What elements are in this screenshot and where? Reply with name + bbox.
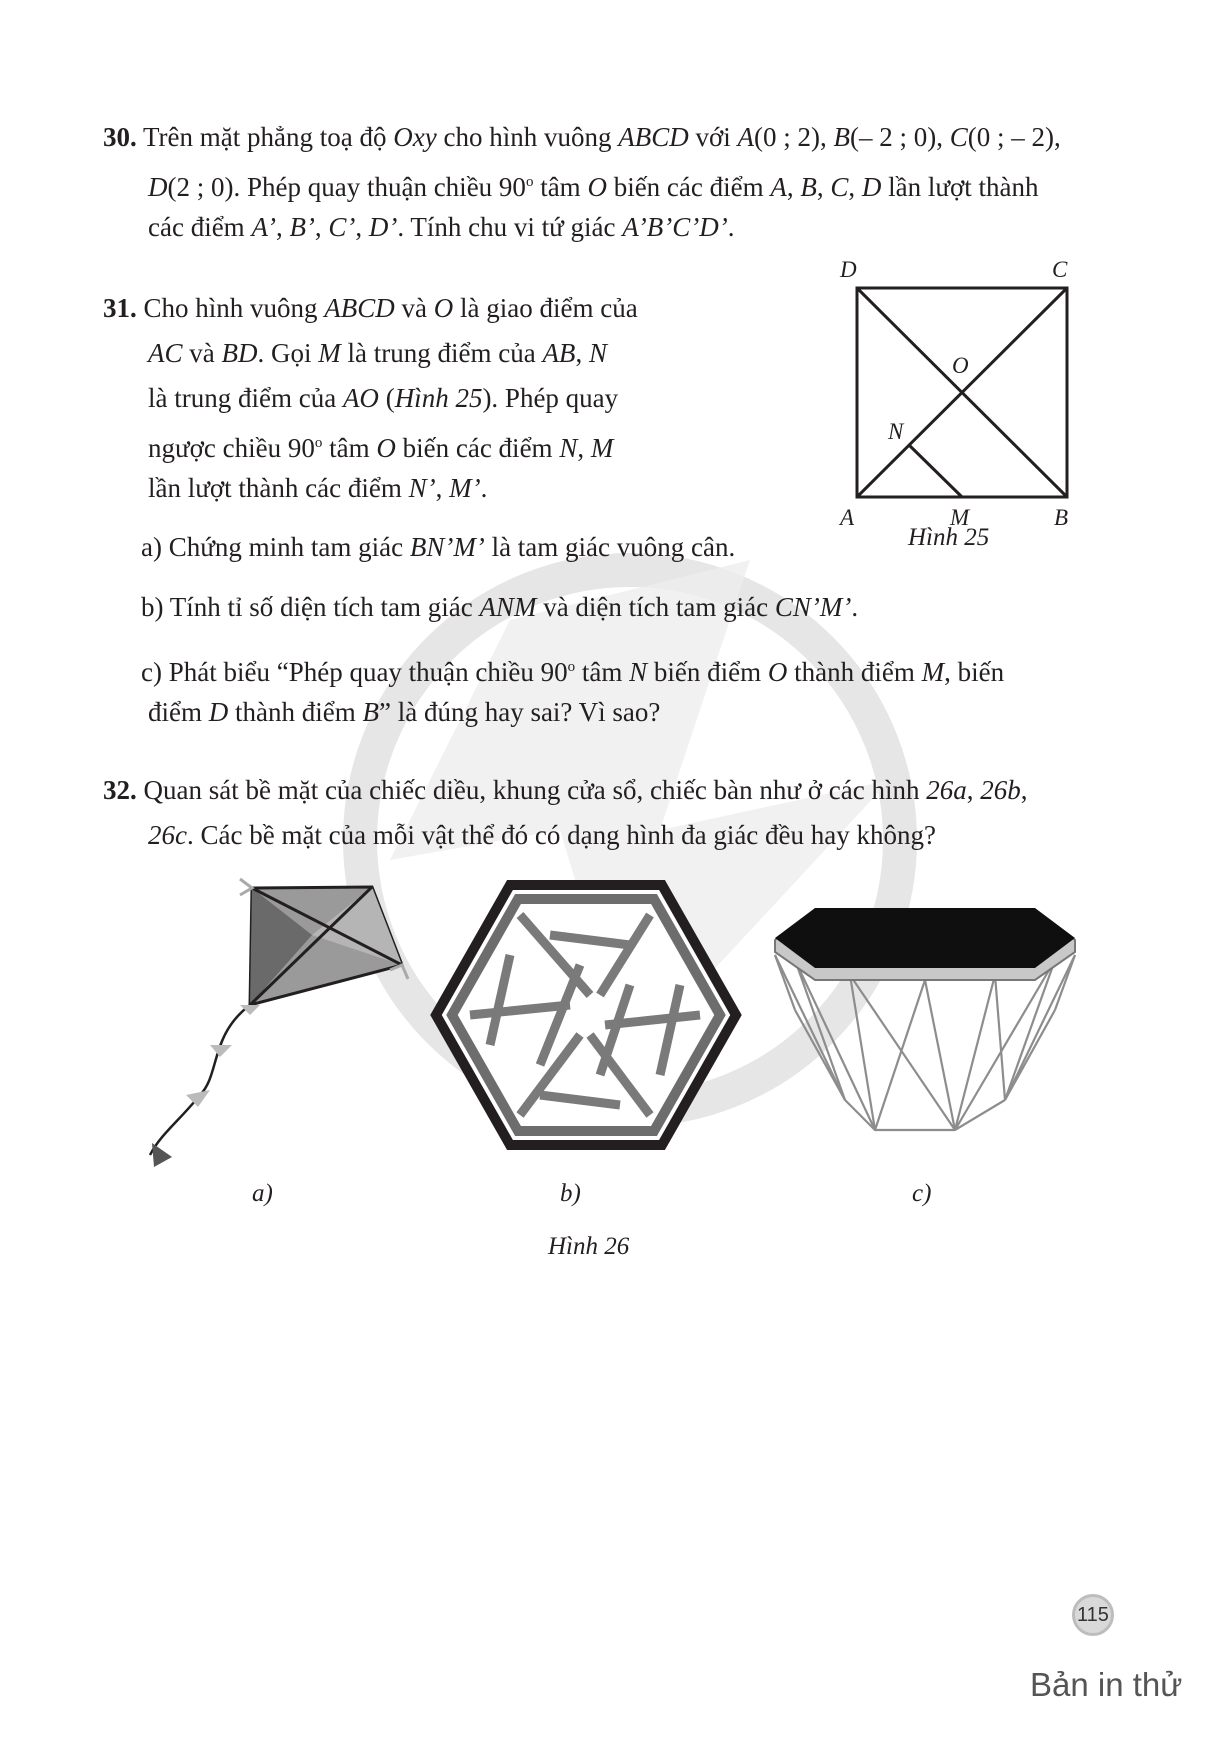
problem-31-line-5: lần lượt thành các điểm N’, M’. [148,473,488,503]
label-b: B [1054,505,1069,530]
problem-30-line-3: các điểm A’, B’, C’, D’. Tính chu vi tứ giác A’B’C’D’. [148,212,735,242]
watermark-print-proof: Bản in thử [1030,1666,1183,1703]
label-d: D [840,257,857,282]
figure-25-caption: Hình 25 [908,524,990,551]
problem-32-line-2: 26c. Các bề mặt của mỗi vật thể đó có dạng hình đa giác đều hay không? [148,820,936,850]
figure-26-caption: Hình 26 [548,1233,630,1260]
label-a: A [840,505,855,530]
label-o: O [952,353,969,378]
problem-30-line-1: 30. Trên mặt phẳng toạ độ Oxy cho hình vuông ABCD với A(0 ; 2), B(– 2 ; 0), C(0 ; – 2), [103,122,1061,152]
problem-31-part-c-line-2: điểm D thành điểm B” là đúng hay sai? Vì sao? [148,697,661,727]
segment-nm [909,445,962,497]
problem-30-line-2: D(2 ; 0). Phép quay thuận chiều 90$^o$ tâm O biến các điểm A, B, C, D lần lượt thành [148,172,1039,202]
label-n: N [888,419,904,444]
problem-31-part-a: a) Chứng minh tam giác BN’M’ là tam giác vuông cân. [141,532,736,562]
page-number: 115 [1072,1594,1114,1636]
problem-31-line-4: ngược chiều 90$^o$ tâm O biến các điểm N, M [148,433,614,463]
figure-26c-label: c) [912,1180,932,1207]
octagonal-table-illustration [765,900,1085,1150]
problem-31-line-2: AC và BD. Gọi M là trung điểm của AB, N [148,338,607,368]
label-m: M [950,505,970,530]
problem-31-part-b: b) Tính tỉ số diện tích tam giác ANM và diện tích tam giác CN’M’. [141,592,859,622]
figure-26b-label: b) [560,1180,581,1207]
figure-26a-label: a) [252,1180,273,1207]
problem-31-line-3: là trung điểm của AO (Hình 25). Phép quay [148,383,619,413]
problem-31-part-c-line-1: c) Phát biểu “Phép quay thuận chiều 90$^o$ tâm N biến điểm O thành điểm M, biến [141,657,1005,687]
problem-32-line-1: 32. Quan sát bề mặt của chiếc diều, khung cửa sổ, chiếc bàn như ở các hình 26a, 26b, [103,775,1028,805]
kite-illustration [140,875,400,1175]
figure-25 [830,255,1100,555]
problem-31-line-1: 31. Cho hình vuông ABCD và O là giao điểm của [103,293,638,323]
hexagon-window-illustration [430,875,740,1155]
label-c: C [1052,257,1068,282]
